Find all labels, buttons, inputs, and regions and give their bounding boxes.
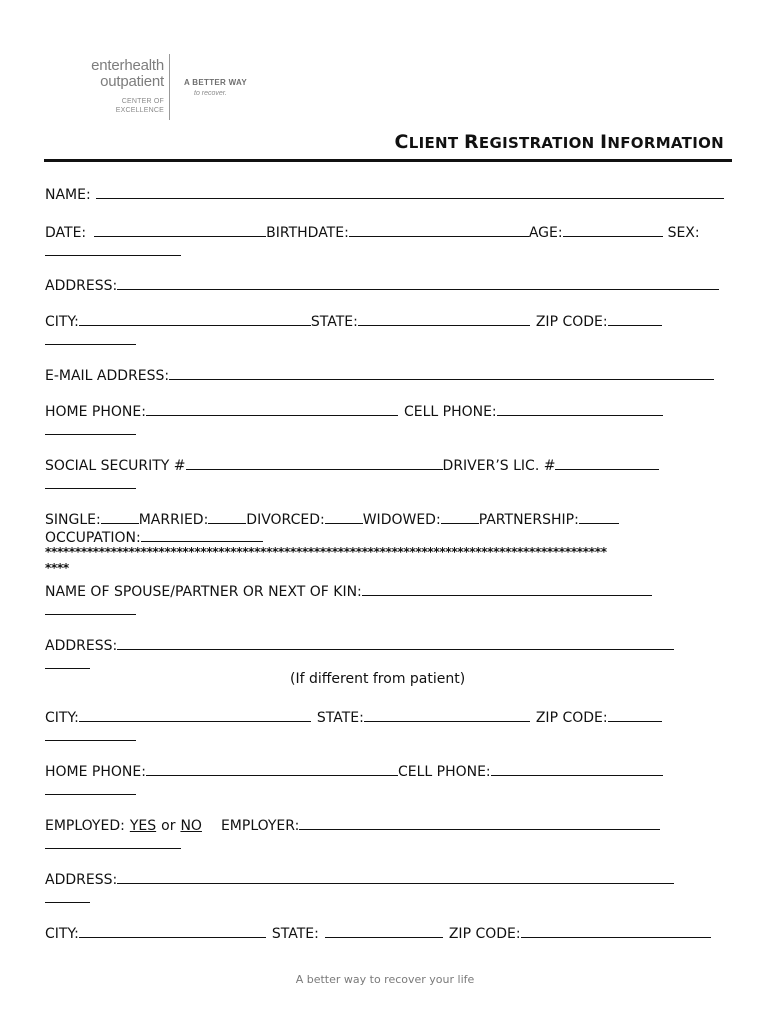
spouse-field[interactable] (362, 582, 652, 596)
employer-state-label: STATE: (271, 926, 319, 942)
spouse-address-field[interactable] (117, 636, 674, 650)
employer-address-label: ADDRESS: (45, 872, 118, 888)
title-word-information: NFORMATION (607, 134, 724, 152)
employer-zip-field[interactable] (521, 924, 711, 938)
row-spouse-phone-cont (45, 781, 136, 795)
married-label: MARRIED: (138, 512, 209, 528)
date-field[interactable] (94, 223, 266, 237)
logo-tagline-1: A BETTER WAY (184, 78, 248, 87)
row-spouse (45, 582, 652, 601)
drivers-lic-field-cont[interactable] (45, 475, 136, 489)
footer-tagline: A better way to recover your life (295, 973, 475, 986)
row-spouse-zip-cont (45, 727, 136, 741)
row-marital (45, 510, 619, 529)
home-phone-label: HOME PHONE: (45, 404, 146, 420)
employer-city-field[interactable] (79, 924, 266, 938)
spouse-state-label: STATE: (316, 710, 364, 726)
single-label: SINGLE: (45, 512, 101, 528)
ssn-label: SOCIAL SECURITY # (45, 458, 186, 474)
spouse-cell-phone-label: CELL PHONE: (397, 764, 491, 780)
divorced-label: DIVORCED: (246, 512, 325, 528)
employed-no-option[interactable]: NO (180, 818, 202, 834)
row-employer-address-cont (45, 889, 90, 903)
spouse-zip-field[interactable] (608, 708, 662, 722)
spouse-address-label: ADDRESS: (45, 638, 118, 654)
state-field[interactable] (358, 312, 530, 326)
row-spouse-city (45, 708, 662, 727)
partnership-label: PARTNERSHIP: (478, 512, 579, 528)
title-initial-r: R (463, 131, 479, 153)
logo-tagline-2: to recover. (194, 90, 227, 97)
logo-subtitle (80, 97, 164, 115)
city-field[interactable] (79, 312, 311, 326)
logo-divider (169, 54, 170, 120)
married-field[interactable] (208, 510, 246, 524)
ssn-field[interactable] (186, 456, 443, 470)
employer-label: EMPLOYER: (220, 818, 300, 834)
spouse-field-cont[interactable] (45, 601, 136, 615)
row-spouse-address-cont (45, 655, 90, 669)
spouse-cell-phone-field[interactable] (491, 762, 663, 776)
address-label: ADDRESS: (45, 278, 118, 294)
employer-address-field-cont[interactable] (45, 889, 90, 903)
employer-address-field[interactable] (117, 870, 674, 884)
sex-field[interactable] (45, 242, 181, 256)
title-initial-c: C (394, 131, 409, 153)
row-email (45, 366, 714, 385)
logo-line-1: enterhealth (91, 57, 164, 74)
separator-stars-cont: **** (45, 561, 69, 575)
row-date (45, 223, 700, 242)
zip-field[interactable] (608, 312, 662, 326)
spouse-state-field[interactable] (364, 708, 530, 722)
drivers-lic-field[interactable] (555, 456, 659, 470)
row-phone (45, 402, 663, 421)
sex-label: SEX: (667, 225, 700, 241)
partnership-field[interactable] (579, 510, 619, 524)
row-employer-cont (45, 835, 181, 849)
spouse-home-phone-label: HOME PHONE: (45, 764, 146, 780)
single-field[interactable] (101, 510, 139, 524)
company-logo (80, 58, 280, 128)
spouse-zip-label: ZIP CODE: (535, 710, 608, 726)
row-zip-cont (45, 331, 136, 345)
employer-field[interactable] (299, 816, 660, 830)
row-spouse-cont (45, 601, 136, 615)
title-word-client: LIENT (408, 134, 464, 152)
logo-line-2: outpatient (100, 73, 164, 90)
row-ssn-cont (45, 475, 136, 489)
address-field[interactable] (117, 276, 719, 290)
age-label: AGE: (528, 225, 563, 241)
email-label: E-MAIL ADDRESS: (45, 368, 170, 384)
row-phone-cont (45, 421, 136, 435)
spouse-zip-field-cont[interactable] (45, 727, 136, 741)
spouse-label: NAME OF SPOUSE/PARTNER OR NEXT OF KIN: (45, 584, 362, 600)
employed-yes-option[interactable]: YES (129, 818, 157, 834)
date-label: DATE: (45, 225, 87, 241)
drivers-lic-label: DRIVER’S LIC. # (442, 458, 556, 474)
birthdate-label: BIRTHDATE: (266, 225, 349, 241)
if-different-note: (If different from patient) (290, 671, 466, 687)
name-field[interactable] (96, 185, 724, 199)
row-employer-address (45, 870, 674, 889)
zip-label: ZIP CODE: (535, 314, 608, 330)
separator-stars: ********************************************************************************************** (45, 545, 607, 559)
city-label: CITY: (45, 314, 79, 330)
spouse-address-field-cont[interactable] (45, 655, 90, 669)
spouse-home-phone-field[interactable] (146, 762, 398, 776)
age-field[interactable] (563, 223, 663, 237)
employer-city-label: CITY: (45, 926, 79, 942)
cell-phone-label: CELL PHONE: (403, 404, 497, 420)
state-label: STATE: (310, 314, 358, 330)
spouse-cell-phone-field-cont[interactable] (45, 781, 136, 795)
spouse-city-field[interactable] (79, 708, 311, 722)
row-spouse-phone (45, 762, 663, 781)
email-field[interactable] (169, 366, 714, 380)
cell-phone-field[interactable] (497, 402, 663, 416)
row-employed (45, 816, 660, 835)
logo-subtitle-1: CENTER OF (121, 98, 164, 105)
employer-state-field[interactable] (325, 924, 443, 938)
row-spouse-address (45, 636, 674, 655)
logo-wordmark (80, 58, 164, 90)
spouse-city-label: CITY: (45, 710, 79, 726)
title-word-registration: EGISTRATION (478, 134, 601, 152)
row-sex-cont (45, 242, 181, 256)
occupation-label: OCCUPATION: (45, 530, 141, 546)
row-ssn (45, 456, 659, 475)
employed-label: EMPLOYED: (45, 818, 125, 834)
row-address (45, 276, 719, 295)
employer-zip-label: ZIP CODE: (448, 926, 521, 942)
row-name (45, 185, 724, 204)
row-city (45, 312, 662, 331)
cell-phone-field-cont[interactable] (45, 421, 136, 435)
name-label: NAME: (45, 187, 91, 203)
logo-subtitle-2: EXCELLENCE (115, 107, 164, 114)
home-phone-field[interactable] (146, 402, 398, 416)
widowed-field[interactable] (441, 510, 479, 524)
zip-field-cont[interactable] (45, 331, 136, 345)
widowed-label: WIDOWED: (362, 512, 441, 528)
divorced-field[interactable] (325, 510, 363, 524)
employed-or-text: or (161, 818, 176, 834)
employer-field-cont[interactable] (45, 835, 181, 849)
title-initial-i: I (600, 131, 608, 153)
row-employer-city (45, 924, 711, 943)
title-rule (44, 159, 732, 162)
page-title (395, 131, 724, 153)
occupation-field[interactable] (141, 528, 263, 542)
birthdate-field[interactable] (349, 223, 529, 237)
